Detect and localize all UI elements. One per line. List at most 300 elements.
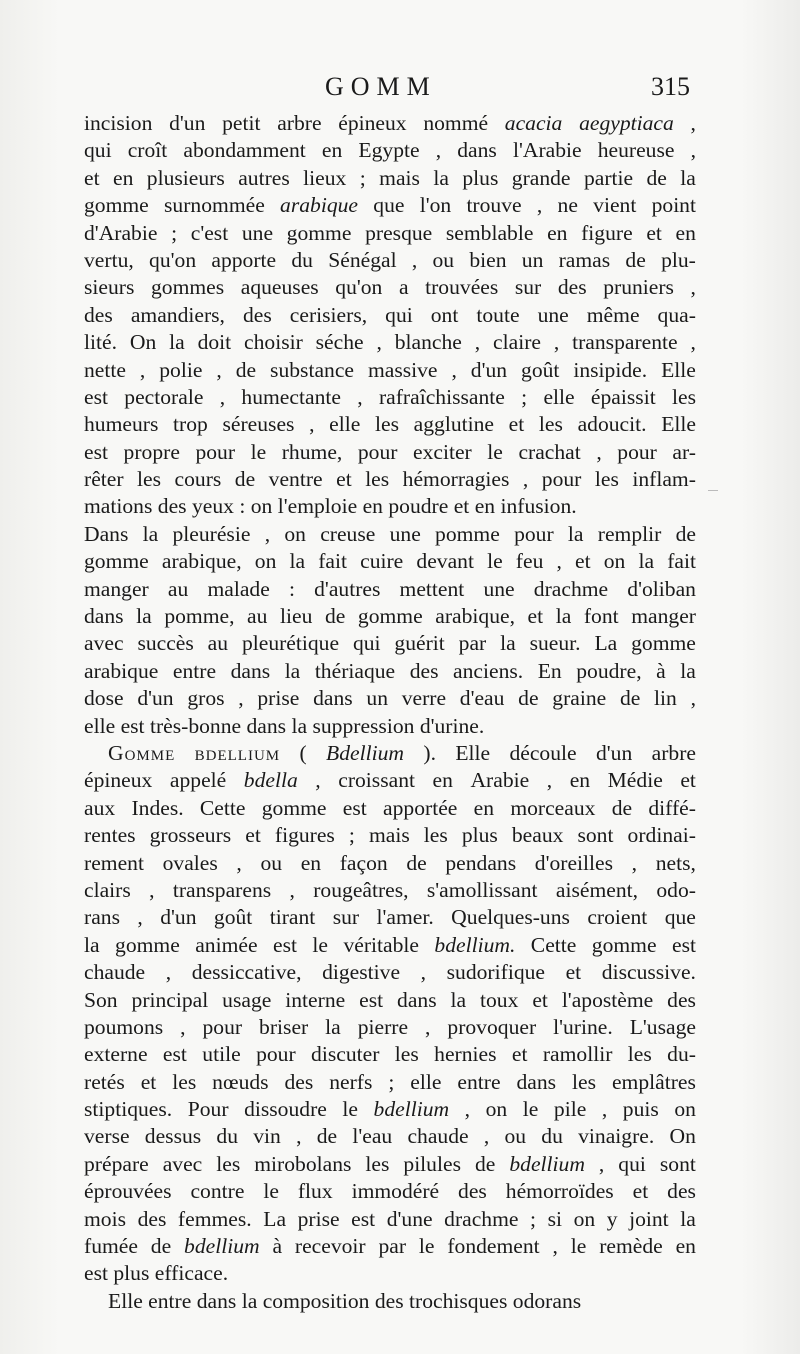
word: odo- <box>656 877 696 902</box>
word: , <box>376 330 382 355</box>
word: surnommée <box>164 193 265 218</box>
word: Pour <box>187 1097 229 1122</box>
word: que <box>373 193 405 218</box>
word: en <box>473 795 495 820</box>
word: ne <box>557 193 578 218</box>
text-line <box>84 576 696 603</box>
word: vin <box>253 1124 281 1149</box>
text-line <box>84 1260 696 1287</box>
word: substance <box>270 357 354 382</box>
italic-word: acacia <box>504 111 563 135</box>
word: , <box>216 357 222 382</box>
word: sueur. <box>529 631 581 656</box>
word: recevoir <box>294 1234 366 1259</box>
word: l'urine. <box>553 1014 613 1039</box>
word: anciens. <box>453 658 524 683</box>
word: et <box>84 165 100 190</box>
word: , <box>690 275 696 300</box>
italic-word: bdellium <box>184 1234 260 1259</box>
word: dans <box>397 987 437 1012</box>
word: prépare <box>84 1151 149 1176</box>
italic-word: aegyptiaca <box>579 111 674 135</box>
word: femmes. <box>177 1206 252 1231</box>
word: , <box>219 384 226 409</box>
word: arabique, <box>161 549 242 574</box>
word: bien <box>469 247 507 272</box>
word: les <box>172 1069 197 1094</box>
word: animée <box>195 932 258 957</box>
word: une <box>537 302 569 327</box>
word: les <box>538 412 563 437</box>
word: claire <box>493 330 541 355</box>
word: fondement <box>447 1234 540 1259</box>
word: en <box>675 220 696 245</box>
word: même <box>586 302 640 327</box>
word: diffé- <box>648 795 696 820</box>
word: pour <box>256 1042 296 1067</box>
word: est <box>672 932 696 957</box>
italic-word: bdellium <box>509 1151 585 1176</box>
word: goût <box>213 905 253 930</box>
word: , <box>552 1234 558 1259</box>
word: rement <box>84 850 144 875</box>
word: , <box>289 877 295 902</box>
word: en <box>432 768 453 793</box>
word: clairs <box>84 877 131 902</box>
word: sieurs <box>84 275 135 300</box>
word: rêter <box>84 467 124 492</box>
word: épineux <box>338 111 407 135</box>
word: la <box>136 604 152 629</box>
word: est <box>351 1206 376 1231</box>
word: pour <box>357 439 398 464</box>
word: sur <box>514 275 542 300</box>
word: est <box>273 932 297 957</box>
word: ramollir <box>542 1042 613 1067</box>
text-line <box>84 493 696 520</box>
word: la <box>433 165 449 190</box>
word: graine <box>552 686 607 711</box>
word: au <box>247 604 268 629</box>
word: les <box>216 1151 241 1176</box>
word: , <box>536 193 543 218</box>
word: humectante <box>241 384 341 409</box>
word: font <box>583 604 619 629</box>
word: une <box>483 576 515 601</box>
word: massive <box>367 357 438 382</box>
word: ou <box>260 850 283 875</box>
italic-word: , <box>315 768 321 793</box>
text-line <box>84 274 696 301</box>
word: les <box>594 467 619 492</box>
word: exciter <box>413 439 472 464</box>
word: thériaque <box>314 658 396 683</box>
word: la <box>680 658 696 683</box>
word: Cette <box>199 795 246 820</box>
word: ; <box>530 1206 537 1231</box>
word: les <box>137 467 162 492</box>
word: doit <box>197 330 232 355</box>
word: Dans <box>84 521 129 546</box>
word: elle <box>329 412 361 437</box>
word: mais <box>368 823 410 848</box>
word: un <box>366 686 388 711</box>
word: flux <box>297 1179 333 1204</box>
word: insipide. <box>573 357 648 382</box>
word: apporte <box>211 247 277 272</box>
word: , <box>596 439 602 464</box>
word: gommes <box>150 275 225 300</box>
word: figures <box>274 823 335 848</box>
word: remède <box>599 1234 663 1259</box>
word: chaude <box>407 1124 469 1149</box>
word: des <box>137 1206 167 1231</box>
word: séreuses <box>222 412 295 437</box>
word: Egypte <box>358 138 420 163</box>
word: On <box>129 330 157 355</box>
word: et <box>565 960 582 985</box>
text-line <box>84 1096 696 1123</box>
word: la <box>142 521 159 546</box>
word: partie <box>583 165 634 190</box>
word: blanche <box>394 330 462 355</box>
word: les <box>365 1151 390 1176</box>
word: immodéré <box>351 1179 440 1204</box>
word: pile <box>553 1097 587 1122</box>
word: Indes. <box>131 795 184 820</box>
word: et <box>575 549 591 574</box>
text-line <box>84 521 696 548</box>
word: rentes <box>84 823 136 848</box>
word: les <box>572 1069 597 1094</box>
word: malade <box>207 576 270 601</box>
word: de <box>316 1124 338 1149</box>
word: externe <box>84 1042 148 1067</box>
word: de <box>625 247 646 272</box>
word: la <box>500 631 516 656</box>
text-line <box>84 192 696 219</box>
word: si <box>547 1206 563 1231</box>
word: beaux <box>511 823 564 848</box>
word: façon <box>339 850 388 875</box>
word: dans <box>313 686 353 711</box>
word: mirobolans <box>254 1151 352 1176</box>
word: , <box>309 412 315 437</box>
word: les <box>394 1042 419 1067</box>
text-run: est plus efficace. <box>84 1261 229 1286</box>
word: , <box>601 1097 608 1122</box>
word: pomme <box>435 521 500 546</box>
word: , <box>690 686 696 711</box>
text-line <box>84 1151 696 1178</box>
text-line <box>84 767 696 794</box>
word: on <box>284 521 306 546</box>
word: , <box>483 1124 490 1149</box>
margin-mark <box>708 490 718 491</box>
word: retés <box>84 1069 125 1094</box>
word: de <box>150 1234 172 1259</box>
word: par <box>458 631 487 656</box>
word: , <box>546 768 553 793</box>
word: abondamment <box>183 138 306 163</box>
text-line <box>84 740 696 767</box>
word: grosseurs <box>149 823 232 848</box>
word: verse <box>84 1124 130 1149</box>
text-line <box>84 1178 696 1205</box>
italic-word: Bdellium <box>326 740 405 765</box>
word: des <box>242 302 272 327</box>
word: dissoudre <box>244 1097 327 1122</box>
word: bdellium <box>194 740 281 765</box>
word: à <box>272 1234 283 1259</box>
italic-word: bdellium <box>373 1097 450 1122</box>
word: usage <box>222 987 272 1012</box>
text-line <box>84 1014 696 1041</box>
word: propre <box>123 439 180 464</box>
word: ordinai- <box>627 823 696 848</box>
word: mettent <box>399 576 465 601</box>
word: elle <box>410 1069 442 1094</box>
text-line <box>84 795 696 822</box>
word: que <box>664 905 696 930</box>
word: la <box>680 1206 696 1231</box>
word: , <box>264 521 271 546</box>
word: pour <box>541 467 582 492</box>
word: d'eau <box>459 686 505 711</box>
word: , <box>451 357 457 382</box>
word: d'Arabie <box>84 220 158 245</box>
word: épaissit <box>590 384 656 409</box>
word: crachat <box>518 439 581 464</box>
word: trop <box>173 412 208 437</box>
word: creuse <box>320 521 376 546</box>
word: aqueuses <box>240 275 319 300</box>
word: est <box>359 987 384 1012</box>
word: manger <box>631 604 696 629</box>
word: cerisiers, <box>289 302 368 327</box>
word: ventre <box>268 467 323 492</box>
word: , <box>690 111 696 135</box>
word: le <box>522 1097 539 1122</box>
word: heureuse <box>597 138 675 163</box>
word: des <box>409 658 439 683</box>
word: ; <box>388 1069 395 1094</box>
word: humeurs <box>84 412 159 437</box>
text-line <box>84 247 696 274</box>
word: épineux <box>84 768 153 793</box>
word: , <box>180 1014 186 1039</box>
word: une <box>241 220 274 245</box>
word: dans <box>516 1069 557 1094</box>
word: gomme <box>286 220 352 245</box>
word: en <box>569 768 591 793</box>
word: les <box>672 384 696 409</box>
word: les <box>374 412 399 437</box>
word: du <box>291 247 313 272</box>
word: digestive <box>322 960 401 985</box>
word: Arabie <box>470 768 530 793</box>
word: , <box>238 686 244 711</box>
word: Elle <box>661 357 696 382</box>
word: gros <box>187 686 225 711</box>
word: ont <box>430 302 459 327</box>
word: éprouvées <box>84 1179 172 1204</box>
word: L'usage <box>629 1014 696 1039</box>
word: qui <box>618 1151 646 1176</box>
word: l'apostème <box>561 987 654 1012</box>
word: incision <box>84 111 153 135</box>
word: pleurétique <box>241 631 340 656</box>
word: Sénégal <box>328 247 397 272</box>
word: joint <box>629 1206 669 1231</box>
word: lité. <box>84 330 117 355</box>
word: cuire <box>360 549 404 574</box>
word: de <box>324 604 346 629</box>
word: le <box>487 549 503 574</box>
word: rougeâtres, <box>313 877 409 902</box>
word: elle <box>543 384 575 409</box>
text-line <box>84 850 696 877</box>
word: les <box>627 1042 652 1067</box>
word: ou <box>432 247 455 272</box>
text-run: Elle entre dans la composition des trochisques odorans <box>108 1288 582 1313</box>
word: sont <box>577 823 614 848</box>
word: la <box>284 658 301 683</box>
word: drachme <box>533 576 609 601</box>
word: pour <box>202 1014 243 1039</box>
word: briser <box>259 1014 309 1039</box>
word: feu <box>515 549 544 574</box>
word: ). <box>423 740 436 765</box>
word: est <box>342 795 367 820</box>
text-line <box>84 384 696 411</box>
word: polie <box>159 357 203 382</box>
word: provoquer <box>447 1014 537 1039</box>
word: qui <box>385 302 413 327</box>
word: d'oliban <box>627 576 696 601</box>
word: devant <box>416 549 474 574</box>
word: dessiccative, <box>191 960 302 985</box>
word: lieu <box>280 604 313 629</box>
word: une <box>389 521 421 546</box>
word: un <box>521 247 544 272</box>
word: d'un <box>470 357 508 382</box>
text-line <box>84 411 696 438</box>
word: entre <box>172 658 217 683</box>
text-line <box>84 302 696 329</box>
word: l'Arabie <box>512 138 582 163</box>
word: nets, <box>655 850 696 875</box>
word: le <box>263 1179 279 1204</box>
word: trouve <box>466 193 522 218</box>
word: le <box>342 1097 358 1122</box>
word: l'on <box>419 193 452 218</box>
word: séche <box>315 330 364 355</box>
word: la <box>680 165 696 190</box>
word: et <box>140 1069 157 1094</box>
word: de <box>518 686 539 711</box>
word: Son <box>84 987 118 1012</box>
italic-word: bdella <box>243 768 298 793</box>
word: Quelques-uns <box>451 905 570 930</box>
word: l'eau <box>352 1124 393 1149</box>
word: et <box>245 823 261 848</box>
word: ; <box>171 220 178 245</box>
word: , <box>556 549 562 574</box>
word: d'oreilles <box>534 850 614 875</box>
italic-word: bdellium. <box>434 932 516 957</box>
word: d'une <box>386 1206 433 1231</box>
word: ; <box>521 384 528 409</box>
word: poudre, <box>576 658 642 683</box>
word: découle <box>509 740 577 765</box>
word: vinaigre. <box>578 1124 655 1149</box>
word: et <box>527 604 544 629</box>
word: , <box>553 330 560 355</box>
text-line <box>84 1069 696 1096</box>
word: le <box>312 932 329 957</box>
word: de <box>611 795 633 820</box>
text-line <box>84 685 696 712</box>
word: principal <box>131 987 209 1012</box>
word: guérit <box>394 631 445 656</box>
word: fait <box>667 549 696 574</box>
word: qui <box>352 631 381 656</box>
word: des <box>84 302 113 327</box>
word: prise <box>257 686 300 711</box>
word: pilules <box>403 1151 461 1176</box>
word: arbre <box>651 740 696 765</box>
word: on <box>674 1097 696 1122</box>
word: c'est <box>190 220 229 245</box>
text-line <box>84 137 696 164</box>
text-line <box>84 822 696 849</box>
text-line <box>84 1206 696 1233</box>
word: le <box>250 439 267 464</box>
word: rafraîchissante <box>378 384 505 409</box>
word: : <box>288 576 295 601</box>
word: pour <box>514 521 554 546</box>
word: emplâtres <box>611 1069 696 1094</box>
word: en <box>113 165 134 190</box>
text-line <box>84 329 696 356</box>
word: La <box>263 1206 287 1231</box>
word: , <box>420 960 427 985</box>
word: rhume, <box>281 439 343 464</box>
word: sont <box>659 1151 696 1176</box>
word: cours <box>174 467 222 492</box>
word: et <box>632 1179 649 1204</box>
word: la <box>289 549 306 574</box>
text-line <box>84 439 696 466</box>
body-text <box>84 110 696 1315</box>
text-line <box>84 877 696 904</box>
word: dans <box>457 138 497 163</box>
word: Elle <box>661 412 696 437</box>
word: transparens <box>172 877 272 902</box>
word: et <box>532 987 548 1012</box>
word: contre <box>190 1179 245 1204</box>
word: au <box>167 576 189 601</box>
word: point <box>651 193 696 218</box>
word: , <box>357 384 363 409</box>
word: fumée <box>84 1234 138 1259</box>
word: prise <box>297 1206 340 1231</box>
word: la <box>567 521 584 546</box>
word: la <box>169 330 185 355</box>
word: En <box>537 658 562 683</box>
word: gomme <box>631 631 696 656</box>
